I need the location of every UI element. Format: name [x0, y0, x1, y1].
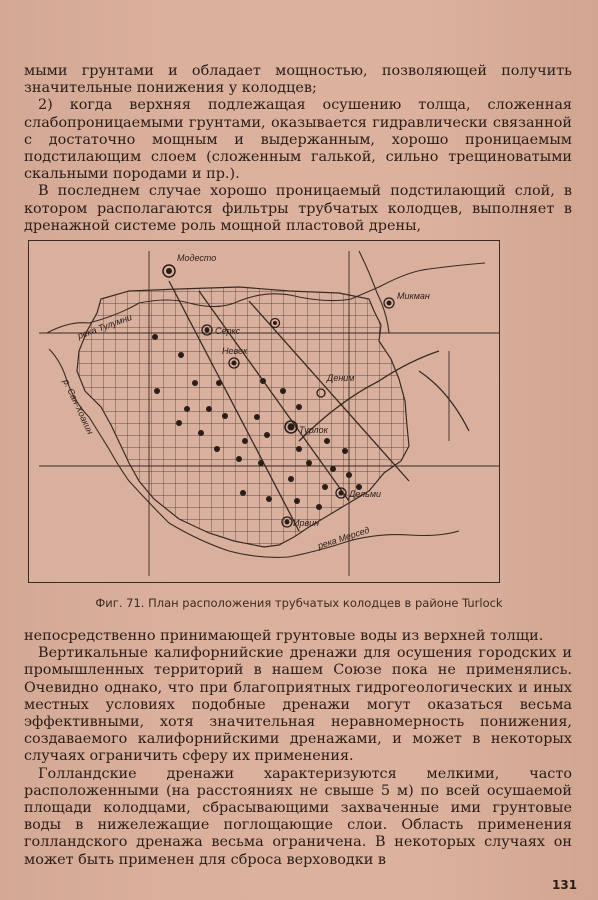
figure-caption: Фиг. 71. План расположения трубчатых колодцев в районе Turlock — [95, 596, 503, 610]
town-label: Модесто — [177, 253, 217, 263]
paragraph-continuation: непосредственно принимающей грунтовые воды из верхней толщи. — [24, 628, 544, 644]
town-label: Деним — [327, 373, 355, 383]
page-number: 131 — [552, 878, 578, 892]
map-drawing — [29, 241, 501, 584]
paragraph-dutch: Голландские дренажи характеризуются мелкими, часто расположенными (на расстояниях не свыше 5 м) по всей осушаемой площади колодцами, сбрасывающими захваченные ими грунтовые воды в нижележащие поглощающие слои. Область применения голландского дренажа весьма ограничена. В некоторых случаях он может быть применен для сброса верховодки в — [24, 765, 572, 868]
town-label: Микман — [397, 291, 430, 301]
town-label: Ирвин — [293, 518, 320, 528]
river-label: река Тулумни — [76, 311, 134, 341]
paragraph-condition-2: 2) когда верхняя подлежащая осушению толща, сложенная слабопроницаемыми грунтами, оказывается гидравлически связанной с достаточно мощным и выдержанным, хорошо проницаемым подстилающим слоем (сложенным галькой, сильно трещиноватыми скальными породами и пр.). — [24, 97, 572, 183]
paragraph-last-case: В последнем случае хорошо проницаемый подстилающий слой, в котором располагаются фильтры трубчатых колодцев, выполняет в дренажной системе роль мощной пластовой дрены, — [24, 183, 572, 234]
top-text-block — [24, 63, 572, 235]
well-location-map — [28, 240, 500, 583]
grid-cells — [29, 241, 501, 584]
river-label: р. Сан-Хоакин — [61, 377, 96, 436]
bottom-text-block — [24, 628, 572, 869]
town-label: Невек — [222, 346, 248, 356]
town-label: Дельми — [349, 489, 382, 499]
paragraph-californian: Вертикальные калифорнийские дренажи для осушения городских и промышленных территорий в нашем Союзе пока не применялись. Очевидно однако, что при благоприятных гидрогеологических и иных местных условиях подобные дренажи могут оказаться весьма эффективными, хотя значительная неравномерность понижения, создаваемого калифорнийскими дренажами, и может в некоторых случаях ограничить сферу их применения. — [24, 645, 572, 765]
town-label: Серкс — [215, 326, 241, 336]
river-label: река Мерсед — [316, 524, 371, 551]
town-label: Турлок — [299, 425, 328, 435]
paragraph-continuation: мыми грунтами и обладает мощностью, позволяющей получить значительные понижения у колодцев; — [24, 63, 572, 97]
